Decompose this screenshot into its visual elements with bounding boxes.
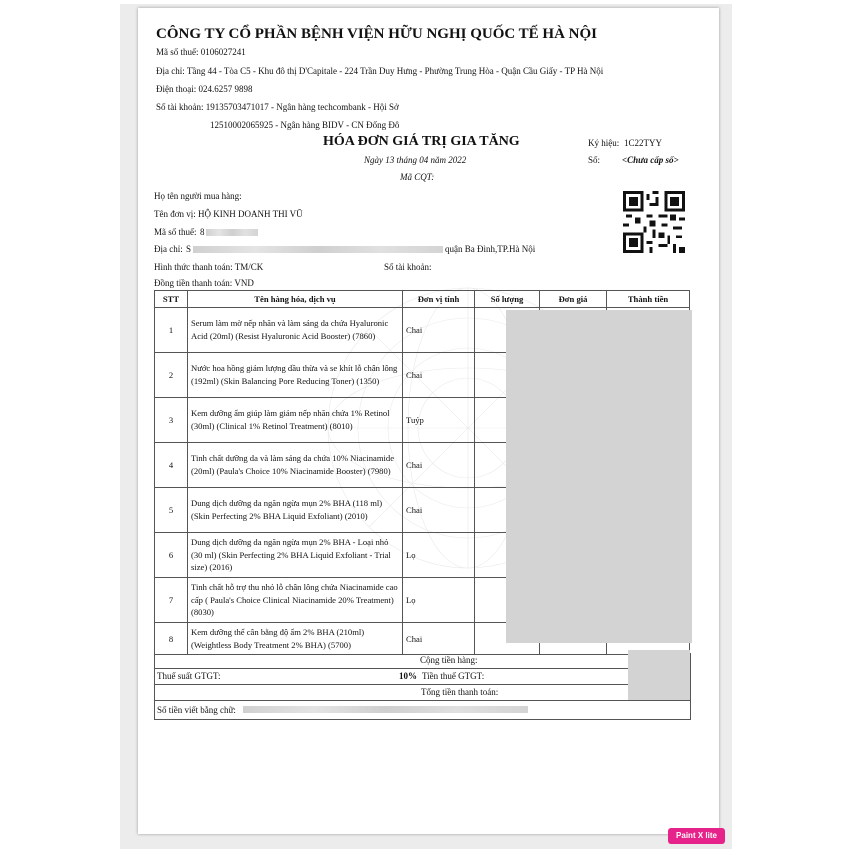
vat-row — [154, 669, 691, 685]
row-name: Tinh chất hỗ trợ thu nhỏ lỗ chân lông chứa Niacinamide cao cấp ( Paula's Choice Clinical Niacinamide 20% Treatment) (8030) — [188, 578, 403, 623]
row-unit: Tuýp — [403, 398, 475, 443]
company-phone: Điện thoại: 024.6257 9898 — [156, 84, 253, 94]
row-name: Kem dưỡng thể cân bằng độ ẩm 2% BHA (210ml) (Weightless Body Treatment 2% BHA) (5700) — [188, 623, 403, 655]
buyer-address-prefix: S — [186, 244, 192, 254]
invoice-title: HÓA ĐƠN GIÁ TRỊ GIA TĂNG — [323, 134, 520, 149]
row-unit: Lọ — [403, 578, 475, 623]
grand-total-row — [154, 685, 691, 701]
buyer-currency: Đồng tiền thanh toán: VND — [154, 278, 254, 288]
row-name: Serum làm mờ nếp nhăn và làm sáng da chứa Hyaluronic Acid (20ml) (Resist Hyaluronic Acid Booster) (7860) — [188, 308, 403, 353]
grand-total-label: Tổng tiền thanh toán: — [421, 687, 499, 697]
redacted-tax-code — [206, 229, 258, 236]
company-account-2: 12510002065925 - Ngân hàng BIDV - CN Đống Đô — [210, 120, 400, 130]
row-stt: 2 — [155, 353, 188, 398]
col-header-price: Đơn giá — [540, 291, 607, 308]
invoice-number-label: Số: — [588, 155, 601, 165]
row-stt: 6 — [155, 533, 188, 578]
buyer-unit: Tên đơn vị: HỘ KINH DOANH THI VŨ — [154, 209, 303, 219]
invoice-symbol: 1C22TYY — [624, 138, 662, 148]
buyer-name-label: Họ tên người mua hàng: — [154, 191, 242, 201]
row-name: Dung dịch dưỡng da ngăn ngừa mụn 2% BHA (118 ml) (Skin Perfecting 2% BHA Liquid Exfoliant) (2010) — [188, 488, 403, 533]
row-unit: Chai — [403, 488, 475, 533]
company-name: CÔNG TY CỔ PHẦN BỆNH VIỆN HỮU NGHỊ QUỐC TẾ HÀ NỘI — [156, 26, 598, 42]
col-header-stt: STT — [155, 291, 188, 308]
buyer-address-suffix: quận Ba Đình,TP.Hà Nội — [445, 244, 536, 254]
vat-rate-value: 10% — [399, 671, 417, 681]
amount-in-words-row — [154, 701, 691, 720]
paint-x-lite-badge: Paint X lite — [668, 828, 725, 844]
col-header-name: Tên hàng hóa, dịch vụ — [188, 291, 403, 308]
row-stt: 3 — [155, 398, 188, 443]
company-tax-code: Mã số thuế: 0106027241 — [156, 47, 246, 57]
row-unit: Chai — [403, 623, 475, 655]
vat-rate-label: Thuế suất GTGT: — [157, 671, 221, 681]
subtotal-row — [154, 653, 691, 669]
invoice-page — [138, 8, 719, 834]
row-stt: 5 — [155, 488, 188, 533]
col-header-quantity: Số lượng — [475, 291, 540, 308]
row-unit: Chai — [403, 308, 475, 353]
redacted-totals-block — [628, 650, 690, 700]
row-unit: Chai — [403, 353, 475, 398]
buyer-address-label: Địa chỉ: — [154, 244, 183, 254]
redacted-amount-in-words — [243, 706, 528, 713]
vat-amount-label: Tiền thuế GTGT: — [422, 671, 485, 681]
company-account-1: Số tài khoản: 19135703471017 - Ngân hàng techcombank - Hội Sở — [156, 102, 399, 112]
row-unit: Lọ — [403, 533, 475, 578]
invoice-number: <Chưa cấp số> — [622, 155, 679, 165]
row-stt: 1 — [155, 308, 188, 353]
subtotal-label: Cộng tiền hàng: — [420, 655, 478, 665]
row-stt: 7 — [155, 578, 188, 623]
row-name: Nước hoa hồng giảm lượng dầu thừa và se khít lỗ chân lông (192ml) (Skin Balancing Pore Reducing Toner) (1350) — [188, 353, 403, 398]
row-name: Kem dưỡng ẩm giúp làm giảm nếp nhăn chứa 1% Retinol (30ml) (Clinical 1% Retinol Treatment) (8010) — [188, 398, 403, 443]
row-name: Tinh chất dưỡng da và làm sáng da chứa 10% Niacinamide (20ml) (Paula's Choice 10% Niacinamide Booster) (7980) — [188, 443, 403, 488]
invoice-symbol-label: Ký hiệu: — [588, 138, 620, 148]
buyer-payment: Hình thức thanh toán: TM/CK — [154, 262, 264, 272]
row-stt: 4 — [155, 443, 188, 488]
invoice-date: Ngày 13 tháng 04 năm 2022 — [364, 155, 467, 165]
row-name: Dung dịch dưỡng da ngăn ngừa mụn 2% BHA - Loại nhỏ (30 ml) (Skin Perfecting 2% BHA Liquid Exfoliant - Trial size) (2016) — [188, 533, 403, 578]
company-address: Địa chỉ: Tầng 44 - Tòa C5 - Khu đô thị D'Capitale - 224 Trần Duy Hưng - Phường Trung Hòa - Quận Cầu Giấy - TP Hà Nội — [156, 66, 604, 76]
redacted-amounts-block — [506, 310, 692, 643]
amount-in-words-label: Số tiền viết bằng chữ: — [157, 705, 236, 715]
buyer-tax-prefix: 8 — [200, 227, 205, 237]
col-header-amount: Thành tiền — [607, 291, 690, 308]
row-stt: 8 — [155, 623, 188, 655]
qr-code-icon — [623, 191, 685, 253]
table-header-row — [155, 291, 690, 308]
col-header-unit: Đơn vị tính — [403, 291, 475, 308]
invoice-cqt: Mã CQT: — [400, 172, 435, 182]
buyer-tax-label: Mã số thuế: — [154, 227, 197, 237]
redacted-address — [193, 246, 443, 253]
row-unit: Chai — [403, 443, 475, 488]
buyer-account-label: Số tài khoản: — [384, 262, 432, 272]
